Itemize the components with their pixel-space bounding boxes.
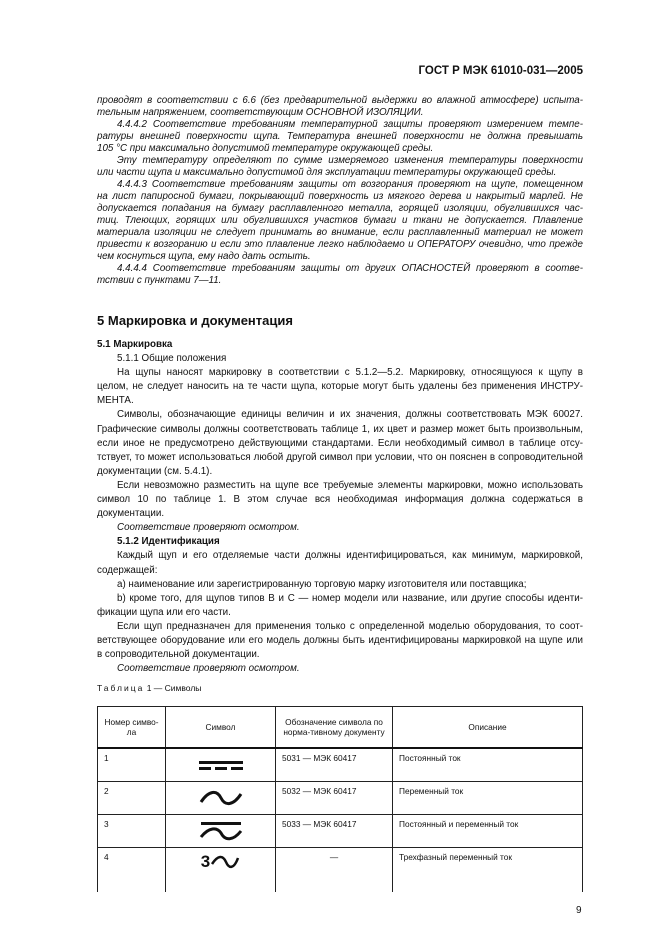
paragraph: [97, 338, 583, 352]
text-line: Соответствие проверяют осмотром.: [117, 522, 300, 534]
row-reference: —: [276, 848, 393, 893]
text-line: Эту температуру определяют по сумме измеряемого изменения температуры поверхности: [117, 155, 583, 166]
paragraph: [97, 263, 583, 287]
paragraph: [97, 662, 583, 676]
table-row: [98, 815, 583, 848]
three-phase-number: 3: [200, 852, 211, 871]
text-line: 4.4.4.2 Соответствие требованиям температурной защиты проверяют измерением темпе-: [117, 119, 583, 130]
text-line: Каждый щуп и его отделяемые части должны идентифицироваться, как минимум, маркировкой,: [117, 550, 583, 562]
section-5-heading: 5 Маркировка и документация: [97, 313, 293, 328]
text-line: 5.1 Маркировка: [97, 339, 173, 350]
text-line: привести к возгоранию и если это плавление легко наблюдаемо и ОПЕРАТОРУ очевидно, что прежде: [97, 239, 583, 250]
text-line: 105 °С при максимально допустимой температуре окружающей среды.: [97, 143, 434, 154]
text-line: 5.1.2 Идентификация: [117, 536, 220, 548]
paragraph: [97, 521, 583, 535]
row-number: 1: [98, 748, 166, 782]
row-reference: 5032 — МЭК 60417: [276, 782, 393, 815]
text-line: в сопроводительной документации.: [97, 649, 260, 661]
table-caption-title: 1 — Символы: [146, 683, 202, 693]
paragraph: [97, 119, 583, 155]
row-description: Постоянный и переменный ток: [393, 815, 583, 848]
text-line: документации.: [97, 508, 165, 520]
row-reference: 5031 — МЭК 60417: [276, 748, 393, 782]
text-line: ратуры внешней поверхности щупа. Температура внешней поверхности не должна превышать: [97, 131, 583, 142]
text-line: 4.4.4.3 Соответствие требованиям защиты от возгорания проверяют на щупе, помещенном: [117, 179, 583, 190]
table-caption: [97, 683, 201, 693]
ac-icon: [166, 782, 276, 815]
text-line: МЕНТА.: [97, 395, 134, 407]
paragraph: [97, 155, 583, 179]
text-line: 4.4.4.4 Соответствие требованиям защиты от других ОПАСНОСТЕЙ проверяют в соотве-: [117, 263, 583, 274]
row-reference: 5033 — МЭК 60417: [276, 815, 393, 848]
paragraph: [97, 366, 583, 408]
row-description: Постоянный ток: [393, 748, 583, 782]
symbols-table: [97, 706, 583, 892]
text-line: тствии с пунктами 7—11.: [97, 275, 222, 286]
text-line: содержащей:: [97, 564, 158, 576]
paragraph: [97, 549, 583, 577]
text-line: материала изоляции не следует принимать во внимание, если расплавленный материал не может: [97, 227, 583, 238]
row-description: Переменный ток: [393, 782, 583, 815]
row-number: 4: [98, 848, 166, 893]
paragraph: [97, 352, 583, 366]
text-line: Графические символы должны соответствовать таблице 1, их цвет и размер может быть произвольным,: [97, 423, 583, 435]
text-line: тельным напряжением, соответствующим ОСНОВНОЙ ИЗОЛЯЦИИ.: [97, 107, 424, 118]
header-reference: Обозначение символа по норма-тивному документу: [276, 707, 393, 749]
text-line: документации (см. 5.4.1).: [97, 465, 213, 477]
table-row: [98, 848, 583, 893]
text-line: Если щуп предназначен для применения только с определенной моделью оборудования, то соот-: [117, 620, 583, 632]
text-line: тиц. Тлеющих, горящих или обуглившихся участков бумаги и ткани не допускается. Плавление: [97, 215, 583, 226]
ac-dc-icon: [166, 815, 276, 848]
paragraph: [97, 578, 583, 592]
text-line: на лист папиросной бумаги, покрывающий поверхность из мягкого дерева и накрытый марлей. Не: [97, 191, 583, 202]
text-line: Символы, обозначающие единицы величин и их значения, должны соответствовать МЭК 60027.: [117, 409, 583, 421]
paragraph: [97, 408, 583, 478]
row-number: 2: [98, 782, 166, 815]
dc-icon: [166, 748, 276, 782]
paragraph: [97, 179, 583, 263]
paragraph: [97, 479, 583, 521]
text-line: символ 10 по таблице 1. В этом случае вся необходимая информация должна содержаться в: [97, 494, 583, 506]
text-line: Соответствие проверяют осмотром.: [117, 663, 300, 675]
text-line: 5.1.1 Общие положения: [117, 353, 227, 365]
text-line: допускается попадания на бумагу расплавленного металла, горящей изоляции, обуглившихся час-: [97, 203, 583, 214]
header-description: Описание: [393, 707, 583, 749]
text-line: или части щупа и максимально допустимой для эксплуатации температуры окружающей среды.: [97, 167, 557, 178]
text-line: Если невозможно разместить на щупе все требуемые элементы маркировки, можно использовать: [117, 479, 583, 491]
row-number: 3: [98, 815, 166, 848]
text-line: тствует, то может использоваться любой другой символ при условии, что он пояснен в сопроводительной: [97, 451, 583, 463]
table-row: [98, 748, 583, 782]
text-line: На щупы наносят маркировку в соответствии с 5.1.2—5.2. Маркировку, относящуюся к щупу в: [117, 367, 583, 379]
row-description: Трехфазный переменный ток: [393, 848, 583, 893]
header-symbol: Символ: [166, 707, 276, 749]
text-line: фикации щупа или его части.: [97, 606, 231, 618]
section-5-text: [97, 338, 583, 676]
text-line: целом, не следует наносить на те части щупа, которые могут быть удалены без применения ИНСТРУ-: [97, 381, 583, 393]
table-caption-prefix: Таблица: [97, 683, 145, 693]
header-number: Номер симво-ла: [98, 707, 166, 749]
document-header: ГОСТ Р МЭК 61010-031—2005: [418, 65, 583, 77]
three-phase-ac-icon: [166, 848, 276, 893]
text-line: ветствующее оборудование или его модель должны быть идентифицированы маркировкой на щупе или: [97, 634, 583, 646]
page-number: 9: [576, 905, 582, 916]
section-4-4-text: [97, 95, 583, 287]
text-line: чем коснуться щупа, ему надо дать остыть.: [97, 251, 311, 262]
paragraph: [97, 620, 583, 662]
paragraph: [97, 95, 583, 119]
paragraph: [97, 592, 583, 620]
text-line: a) наименование или зарегистрированную торговую марку изготовителя или поставщика;: [117, 578, 527, 590]
paragraph: [97, 535, 583, 549]
text-line: если иное не предусмотрено действующими стандартами. Если необходимый символ в таблице отсу-: [97, 437, 583, 449]
text-line: проводят в соответствии с 6.6 (без предварительной выдержки во влажной атмосфере) испыта-: [97, 95, 583, 106]
text-line: b) кроме того, для щупов типов В и С — номер модели или название, или другие способы иденти-: [117, 592, 583, 604]
table-header-row: [98, 707, 583, 749]
table-row: [98, 782, 583, 815]
